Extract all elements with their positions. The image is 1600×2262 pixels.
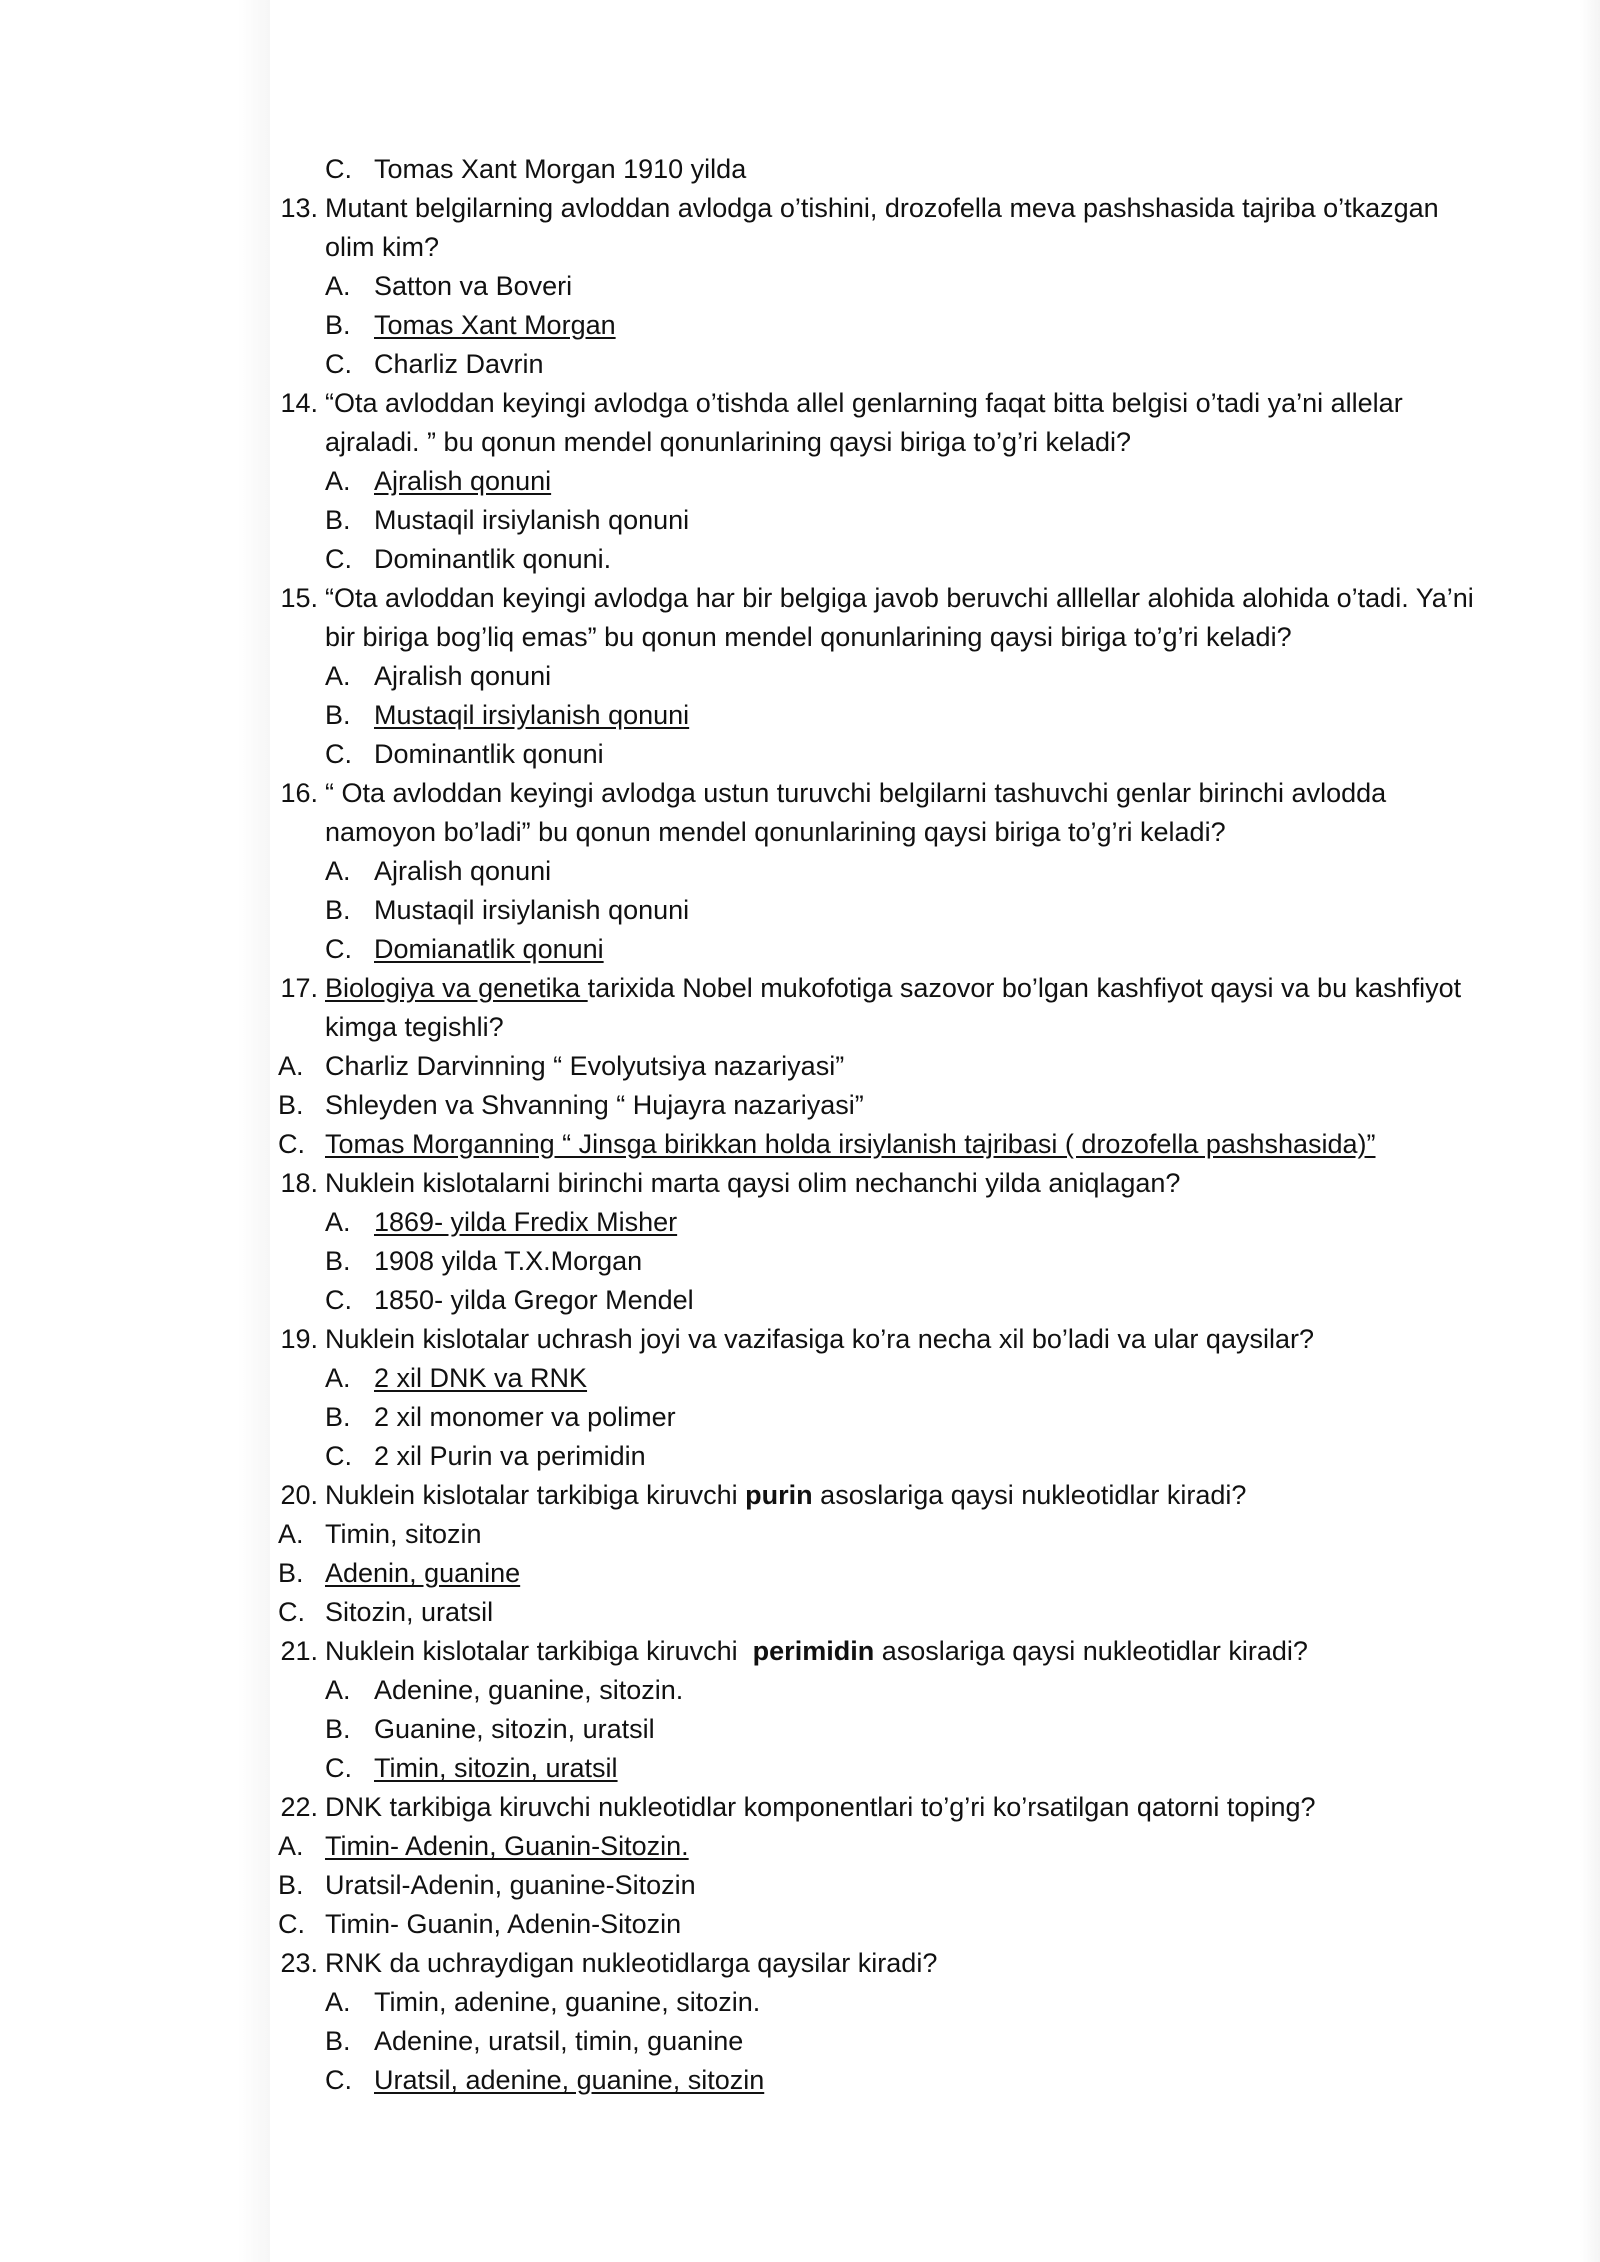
option-letter: A. (325, 1987, 351, 2017)
option-line (270, 1749, 1500, 1788)
option-text: Mustaqil irsiylanish qonuni (374, 505, 690, 535)
option-letter: A. (325, 1207, 351, 1237)
correct-answer: Uratsil, adenine, guanine, sitozin (374, 2065, 765, 2095)
question-text-post: asoslariga qaysi nukleotidlar kiradi? (874, 1636, 1308, 1666)
question-text: bir biriga bog’liq emas” bu qonun mendel qonunlarining qaysi biriga to’g’ri keladi? (325, 622, 1292, 652)
question-text: RNK da uchraydigan nukleotidlarga qaysilar kiradi? (325, 1948, 938, 1978)
option-text: Sitozin, uratsil (325, 1597, 494, 1627)
option-text: Satton va Boveri (374, 271, 573, 301)
question-text: Mutant belgilarning avloddan avlodga o’tishini, drozofella meva pashshasida tajriba o’tkazgan (325, 193, 1439, 223)
option-text: 1850- yilda Gregor Mendel (374, 1285, 694, 1315)
option-letter: A. (325, 466, 351, 496)
question-text: ajraladi. ” bu qonun mendel qonunlarining qaysi biriga to’g’ri keladi? (325, 427, 1132, 457)
option-text: Timin, adenine, guanine, sitozin. (374, 1987, 761, 2017)
question-number: 21. (280, 1636, 318, 1666)
option-text: 2 xil monomer va polimer (374, 1402, 676, 1432)
correct-answer: Tomas Xant Morgan (374, 310, 616, 340)
option-line (270, 540, 1500, 579)
correct-answer: Mustaqil irsiylanish qonuni (374, 700, 690, 730)
question-text: Nuklein kislotalar uchrash joyi va vazifasiga ko’ra necha xil bo’ladi va ular qaysilar? (325, 1324, 1314, 1354)
option-text: 1908 yilda T.X.Morgan (374, 1246, 643, 1276)
question-number: 19. (280, 1324, 318, 1354)
option-text: 2 xil Purin va perimidin (374, 1441, 646, 1471)
option-text: Tomas Xant Morgan 1910 yilda (374, 154, 747, 184)
option-letter: C. (325, 2065, 352, 2095)
question-text: olim kim? (325, 232, 440, 262)
option-line (270, 1905, 1500, 1944)
question-line (270, 579, 1500, 618)
option-letter: C. (278, 1909, 305, 1939)
option-text: Ajralish qonuni (374, 661, 552, 691)
option-text: Timin, sitozin (325, 1519, 482, 1549)
option-letter: A. (325, 661, 351, 691)
option-line (270, 462, 1500, 501)
option-letter: B. (325, 1246, 351, 1276)
correct-answer: Ajralish qonuni (374, 466, 552, 496)
option-letter: A. (325, 856, 351, 886)
option-letter: C. (325, 349, 352, 379)
option-letter: C. (278, 1597, 305, 1627)
question-number: 16. (280, 778, 318, 808)
correct-answer: Domianatlik qonuni (374, 934, 604, 964)
option-letter: B. (278, 1870, 304, 1900)
option-letter: B. (325, 1402, 351, 1432)
option-letter: C. (325, 544, 352, 574)
question-text: “Ota avloddan keyingi avlodga har bir belgiga javob beruvchi alllellar alohida alohida o’tadi. Ya’ni (325, 583, 1474, 613)
option-line (270, 306, 1500, 345)
correct-answer: 2 xil DNK va RNK (374, 1363, 588, 1393)
question-line (270, 189, 1500, 228)
correct-answer: Tomas Morganning “ Jinsga birikkan holda irsiylanish tajribasi ( drozofella pashshasida)” (325, 1129, 1376, 1159)
option-line (270, 345, 1500, 384)
option-line (270, 696, 1500, 735)
option-text: Timin- Guanin, Adenin-Sitozin (325, 1909, 682, 1939)
question-line (270, 1008, 1500, 1047)
option-line (270, 1866, 1500, 1905)
question-number: 22. (280, 1792, 318, 1822)
question-line (270, 1632, 1500, 1671)
option-line (270, 2061, 1500, 2100)
option-line (270, 891, 1500, 930)
option-letter: B. (325, 1714, 351, 1744)
option-line (270, 1086, 1500, 1125)
option-letter: A. (278, 1519, 304, 1549)
option-text: Mustaqil irsiylanish qonuni (374, 895, 690, 925)
option-line (270, 1437, 1500, 1476)
bold-term: perimidin (752, 1636, 875, 1666)
option-letter: B. (325, 895, 351, 925)
question-text: Nuklein kislotalarni birinchi marta qaysi olim nechanchi yilda aniqlagan? (325, 1168, 1181, 1198)
option-line (270, 930, 1500, 969)
question-text: “Ota avloddan keyingi avlodga o’tishda allel genlarning faqat bitta belgisi o’tadi ya’ni allelar (325, 388, 1403, 418)
question-number: 20. (280, 1480, 318, 1510)
correct-answer: Timin, sitozin, uratsil (374, 1753, 618, 1783)
option-line (270, 735, 1500, 774)
option-text: Guanine, sitozin, uratsil (374, 1714, 655, 1744)
option-text: Charliz Davrin (374, 349, 544, 379)
option-line (270, 1398, 1500, 1437)
option-line (270, 150, 1500, 189)
question-number: 15. (280, 583, 318, 613)
question-number: 13. (280, 193, 318, 223)
option-line (270, 1125, 1500, 1164)
question-line (270, 618, 1500, 657)
question-number: 23. (280, 1948, 318, 1978)
question-line (270, 423, 1500, 462)
option-line (270, 1554, 1500, 1593)
correct-answer: 1869- yilda Fredix Misher (374, 1207, 678, 1237)
question-line (270, 384, 1500, 423)
option-line (270, 657, 1500, 696)
option-text: Dominantlik qonuni (374, 739, 604, 769)
option-line (270, 1203, 1500, 1242)
question-text (325, 1632, 1308, 1671)
option-letter: A. (278, 1051, 304, 1081)
question-text (325, 1476, 1246, 1515)
question-line (270, 1944, 1500, 1983)
option-text: Dominantlik qonuni. (374, 544, 612, 574)
question-line (270, 1164, 1500, 1203)
question-text-post: asoslariga qaysi nukleotidlar kiradi? (812, 1480, 1247, 1510)
option-letter: B. (278, 1090, 304, 1120)
question-text: kimga tegishli? (325, 1012, 504, 1042)
option-letter: A. (325, 1363, 351, 1393)
option-line (270, 501, 1500, 540)
page-margin-shade (0, 0, 270, 2262)
option-letter: C. (325, 1753, 352, 1783)
question-text: DNK tarkibiga kiruvchi nukleotidlar komponentlari to’g’ri ko’rsatilgan qatorni toping? (325, 1792, 1316, 1822)
question-text (325, 969, 1461, 1008)
question-line (270, 969, 1500, 1008)
option-letter: B. (325, 505, 351, 535)
option-line (270, 1983, 1500, 2022)
question-line (270, 1320, 1500, 1359)
option-line (270, 1242, 1500, 1281)
question-text-rest: tarixida Nobel mukofotiga sazovor bo’lgan kashfiyot qaysi va bu kashfiyot (587, 973, 1462, 1003)
option-letter: B. (278, 1558, 304, 1588)
page-edge-shade (1580, 0, 1600, 2262)
option-letter: A. (325, 1675, 351, 1705)
option-letter: C. (325, 739, 352, 769)
option-letter: B. (325, 310, 351, 340)
option-letter: C. (325, 934, 352, 964)
option-line (270, 267, 1500, 306)
option-line (270, 2022, 1500, 2061)
question-text: namoyon bo’ladi” bu qonun mendel qonunlarining qaysi biriga to’g’ri keladi? (325, 817, 1226, 847)
option-letter: A. (278, 1831, 304, 1861)
question-line (270, 1788, 1500, 1827)
option-line (270, 852, 1500, 891)
option-text: Uratsil-Adenin, guanine-Sitozin (325, 1870, 696, 1900)
option-letter: B. (325, 700, 351, 730)
option-text: Shleyden va Shvanning “ Hujayra nazariyasi” (325, 1090, 864, 1120)
question-line (270, 774, 1500, 813)
option-text: Adenine, guanine, sitozin. (374, 1675, 684, 1705)
option-line (270, 1515, 1500, 1554)
option-letter: A. (325, 271, 351, 301)
question-number: 18. (280, 1168, 318, 1198)
question-text-pre: Nuklein kislotalar tarkibiga kiruvchi (325, 1480, 746, 1510)
question-line (270, 813, 1500, 852)
question-number: 14. (280, 388, 318, 418)
question-line (270, 228, 1500, 267)
underlined-phrase: Biologiya va genetika (325, 973, 588, 1003)
option-letter: C. (325, 1441, 352, 1471)
option-line (270, 1710, 1500, 1749)
option-letter: B. (325, 2026, 351, 2056)
option-letter: C. (278, 1129, 305, 1159)
correct-answer: Timin- Adenin, Guanin-Sitozin. (325, 1831, 689, 1861)
correct-answer: Adenin, guanine (325, 1558, 521, 1588)
option-line (270, 1671, 1500, 1710)
option-line (270, 1047, 1500, 1086)
option-line (270, 1359, 1500, 1398)
question-text: “ Ota avloddan keyingi avlodga ustun turuvchi belgilarni tashuvchi genlar birinchi avlodda (325, 778, 1387, 808)
option-line (270, 1827, 1500, 1866)
question-line (270, 1476, 1500, 1515)
question-text-pre: Nuklein kislotalar tarkibiga kiruvchi (325, 1636, 753, 1666)
option-letter: C. (325, 154, 352, 184)
option-line (270, 1593, 1500, 1632)
option-line (270, 1281, 1500, 1320)
option-letter: C. (325, 1285, 352, 1315)
question-list (270, 150, 1500, 2100)
question-number: 17. (280, 973, 318, 1003)
bold-term: purin (745, 1480, 813, 1510)
option-text: Charliz Darvinning “ Evolyutsiya nazariyasi” (325, 1051, 845, 1081)
option-text: Adenine, uratsil, timin, guanine (374, 2026, 744, 2056)
option-text: Ajralish qonuni (374, 856, 552, 886)
